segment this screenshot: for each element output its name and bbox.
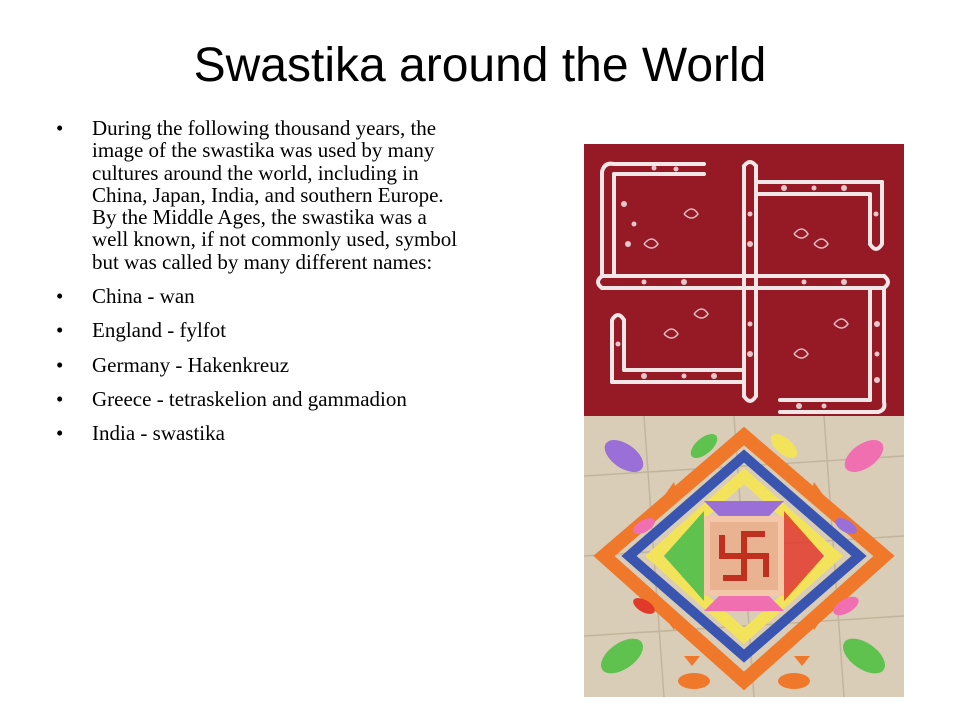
bullet-dot: • bbox=[56, 352, 64, 377]
bullet-text: China - wan bbox=[92, 284, 195, 309]
bullet-text: Greece - tetraskelion and gammadion bbox=[92, 386, 407, 411]
bullet-item bbox=[56, 422, 466, 444]
bullet-item bbox=[56, 354, 466, 376]
slide-title: Swastika around the World bbox=[193, 39, 767, 92]
bullet-dot: • bbox=[56, 421, 64, 446]
swastika-cloth-drawing bbox=[584, 144, 904, 417]
rangoli-image bbox=[584, 416, 904, 697]
bullet-item bbox=[56, 285, 466, 307]
bullet-dot: • bbox=[56, 386, 64, 411]
bullet-list bbox=[56, 117, 466, 457]
swastika-cloth-image bbox=[584, 144, 904, 417]
bullet-dot: • bbox=[56, 284, 64, 309]
bullet-text: During the following thousand years, the image of the swastika was used by many cultures around the world, including in China, Japan, India, and southern Europe. By the Middle Ages, the swastika was a well known, if not commonly used, symbol but was called by many different names: bbox=[92, 116, 458, 274]
bullet-text: India - swastika bbox=[92, 421, 225, 446]
bullet-item bbox=[56, 117, 466, 273]
bullet-dot: • bbox=[56, 318, 64, 343]
bullet-text: England - fylfot bbox=[92, 318, 227, 343]
bullet-item bbox=[56, 319, 466, 341]
bullet-text: Germany - Hakenkreuz bbox=[92, 352, 290, 377]
bullet-item bbox=[56, 388, 466, 410]
rangoli-drawing bbox=[584, 416, 904, 697]
bullet-dot: • bbox=[56, 116, 64, 140]
